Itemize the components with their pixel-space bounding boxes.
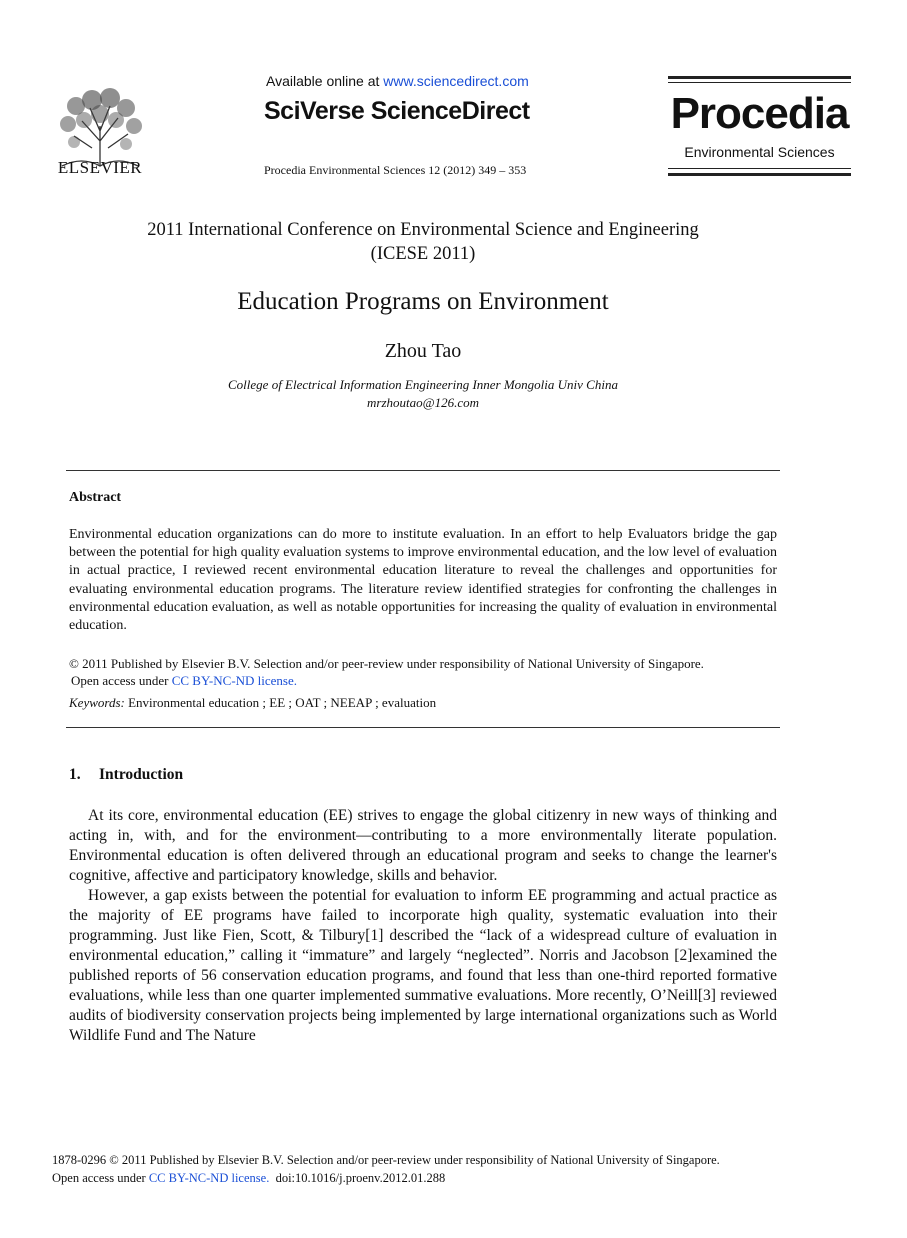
section-number: 1. xyxy=(69,766,81,783)
keywords-label: Keywords: xyxy=(69,695,125,710)
sciencedirect-link[interactable]: www.sciencedirect.com xyxy=(383,73,529,89)
divider-bottom xyxy=(66,727,780,728)
journal-reference: Procedia Environmental Sciences 12 (2012) 349 – 353 xyxy=(264,163,527,177)
keywords-list: Environmental education ; EE ; OAT ; NEEAP ; evaluation xyxy=(124,695,437,710)
section-heading xyxy=(69,766,183,784)
procedia-subtitle: Environmental Sciences xyxy=(684,144,835,160)
footer-doi: doi:10.1016/j.proenv.2012.01.288 xyxy=(269,1171,446,1185)
publisher-wordmark: ELSEVIER xyxy=(57,158,143,177)
abstract-body: Environmental education organizations can do more to institute evaluation. In an effort to help Evaluators bridge the gap between the potential for high quality evaluation systems to improve environmental education, and the low level of evaluation in actual practice, I reviewed recent environmental education literature to reveal the challenges and opportunities for evaluating environmental education programs. The literature review identified strategies for confronting the challenges in environmental education evaluation, as well as notable opportunities for increasing the quality of evaluation in environmental education. xyxy=(69,527,777,634)
available-online-line xyxy=(266,73,529,89)
intro-paragraph-2: However, a gap exists between the potential for evaluation to inform EE programming and actual practice as the majority of EE programs have failed to incorporate high quality, systematic evaluation into their programming. Just like Fien, Scott, & Tilbury[1] described the “lack of a widespread culture of evaluation in environmental education,” calling it “immature” and largely “neglected”. Norris and Jacobson [2]examined the published reports of 56 conservation education programs, and found that less than one-third reported formative evaluations, while less than one quarter implemented summative evaluations. More recently, O’Neill[3] reviewed audits of biodiversity conservation projects being implemented by large international organizations such as World Wildlife Fund and The Nature xyxy=(69,887,777,1044)
section-title: Introduction xyxy=(99,766,184,783)
copyright-line: © 2011 Published by Elsevier B.V. Selection and/or peer-review under responsibility of National University of Singapore. xyxy=(69,656,704,671)
paper-title: Education Programs on Environment xyxy=(237,288,609,315)
footer-open-access xyxy=(52,1171,445,1186)
open-access-prefix: Open access under xyxy=(71,673,172,688)
author-affiliation: College of Electrical Information Engineering Inner Mongolia Univ China xyxy=(228,377,618,392)
conference-name: 2011 International Conference on Environmental Science and Engineering xyxy=(147,220,699,240)
footer-open-access-prefix: Open access under xyxy=(52,1171,149,1185)
logo-rule-bottom xyxy=(668,173,851,176)
available-prefix: Available online at xyxy=(266,73,384,89)
procedia-title: Procedia xyxy=(670,89,849,138)
author-email: mrzhoutao@126.com xyxy=(367,395,479,410)
logo-rule-top xyxy=(668,76,851,79)
license-link[interactable]: CC BY-NC-ND license. xyxy=(171,673,298,688)
logo-rule-bottom-thin xyxy=(668,168,851,169)
footer-copyright: 1878-0296 © 2011 Published by Elsevier B.V. Selection and/or peer-review under responsibility of National University of Singapore. xyxy=(52,1153,720,1167)
divider-top xyxy=(66,470,780,471)
platform-wordmark: SciVerse ScienceDirect xyxy=(264,97,530,125)
procedia-logo xyxy=(668,76,851,176)
abstract-heading: Abstract xyxy=(69,490,122,505)
author-name: Zhou Tao xyxy=(384,340,462,362)
logo-rule-top-thin xyxy=(668,82,851,83)
intro-paragraph-1: At its core, environmental education (EE) strives to engage the global citizenry in new ways of thinking and acting in, with, and for the environment—contributing to a more environmentally literate population. Environmental education is often delivered through an educational program and seeks to change the learner's cognitive, affective and participatory knowledge, skills and behavior. xyxy=(69,807,777,884)
open-access-line xyxy=(71,673,297,689)
conference-acronym: (ICESE 2011) xyxy=(370,244,476,264)
keywords-line xyxy=(69,695,436,711)
footer-license-link[interactable]: CC BY-NC-ND license. xyxy=(148,1171,270,1185)
